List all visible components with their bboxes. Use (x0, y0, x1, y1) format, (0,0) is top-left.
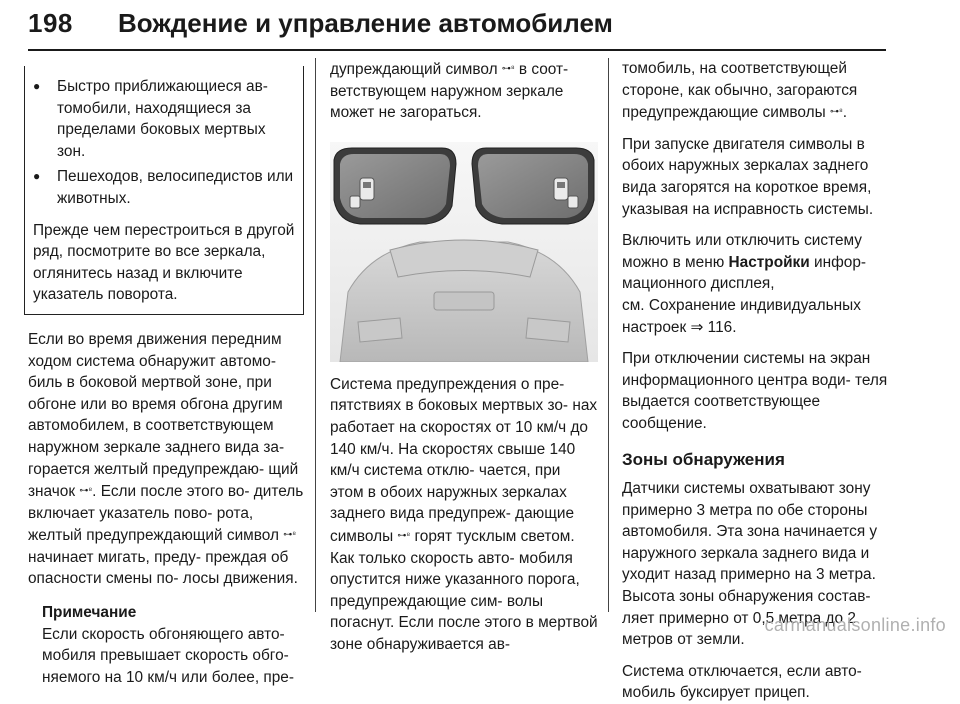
paragraph: Включить или отключить систему можно в меню Настройки инфор- мационного дисплея, см. Сохранение индивидуальных настроек ⇒ 116. (622, 232, 866, 336)
paragraph: томобиль, на соответствующей стороне, как обычно, загораются предупреждающие символы ⊶⁸. (622, 60, 858, 122)
paragraph: дупреждающий символ ⊶⁸ в соот- ветствующем наружном зеркале может не загораться. (330, 61, 569, 122)
blind-spot-warning-icon: ⊶⁸ (79, 485, 93, 496)
note-heading: Примечание (42, 604, 137, 622)
box-text: Прежде чем перестроиться в другой ряд, посмотрите во все зеркала, оглянитесь назад и включите указатель поворота. (33, 221, 295, 304)
page-number: 198 (28, 8, 73, 38)
page-title: Вождение и управление автомобилем (118, 8, 613, 38)
column-divider (315, 58, 316, 612)
mirror-illustration (330, 142, 598, 362)
page-header (28, 8, 888, 46)
bullet-item: ● Быстро приближающиеся ав- томобили, находящиеся за пределами боковых мертвых зон. (33, 76, 295, 162)
section-heading: Зоны обнаружения (622, 449, 785, 469)
paragraph: Система предупреждения о пре- пятствиях в боковых мертвых зо- нах работает на скоростях от 10 км/ч до 140 км/ч. На скоростях свыше 140 км/ч система отклю- чается, при этом в обоих наружных зеркалах заднего вида предупреж- дающие символы ⊶⁸ горят тусклым светом. Как только скорость авто- мобиля опустится ниже указанного порога, предупреждающие сим- волы погаснут. Если после этого в мертвой зоне обнаруживается ав- (330, 375, 598, 653)
blind-spot-warning-icon: ⊶⁸ (283, 529, 297, 540)
header-rule (28, 49, 886, 51)
column-2 (330, 58, 598, 656)
note-text: Если скорость обгоняющего авто- мобиля превышает скорость обго- няемого на 10 км/ч или более, пре- (42, 625, 294, 686)
watermark: carmanualsonline.info (764, 615, 946, 635)
blind-spot-warning-icon: ⊶⁸ (397, 529, 411, 540)
paragraph: Система отключается, если авто- мобиль буксирует прицеп. (622, 662, 862, 702)
page-reference-link[interactable]: ⇒ 116. (690, 318, 737, 336)
blind-spot-warning-icon: ⊶⁸ (501, 63, 515, 73)
paragraph: Если во время движения передним ходом система обнаружит автомо- биль в боковой мертвой зоне, при обгоне или во время обгона другим автомобилем, в соответствующем наружном зеркале заднего вида за- горается желтый предупреждаю- щий значок ⊶⁸. Если после этого во- дитель включает указатель пово- рота, желтый предупреждающий символ ⊶⁸ начинает мигать, преду- преждая об опасности смены по- лосы движения. (28, 330, 304, 588)
paragraph: При отключении системы на экран информационного центра води- теля выдается соответствующее сообщение. (622, 350, 888, 432)
bullet-item: ● Пешеходов, велосипедистов или животных. (33, 166, 295, 209)
column-3 (622, 58, 888, 704)
settings-menu-label: Настройки (728, 253, 810, 271)
warning-box (24, 66, 304, 315)
paragraph: При запуске двигателя символы в обоих наружных зеркалах заднего вида загорятся на короткое время, указывая на исправность системы. (622, 135, 874, 218)
column-1 (28, 58, 304, 688)
mirror-illustration-svg (330, 142, 598, 362)
paragraph: Датчики системы охватывают зону примерно 3 метра по обе стороны автомобиля. Эта зона начинается у наружного зеркала заднего вида и уходит назад примерно на 3 метра. Высота зоны обнаружения состав- ляет примерно от 0,5 метра до 2 метров от земли. (622, 480, 878, 649)
column-divider (608, 58, 609, 612)
blind-spot-warning-icon: ⊶⁸ (829, 106, 843, 117)
